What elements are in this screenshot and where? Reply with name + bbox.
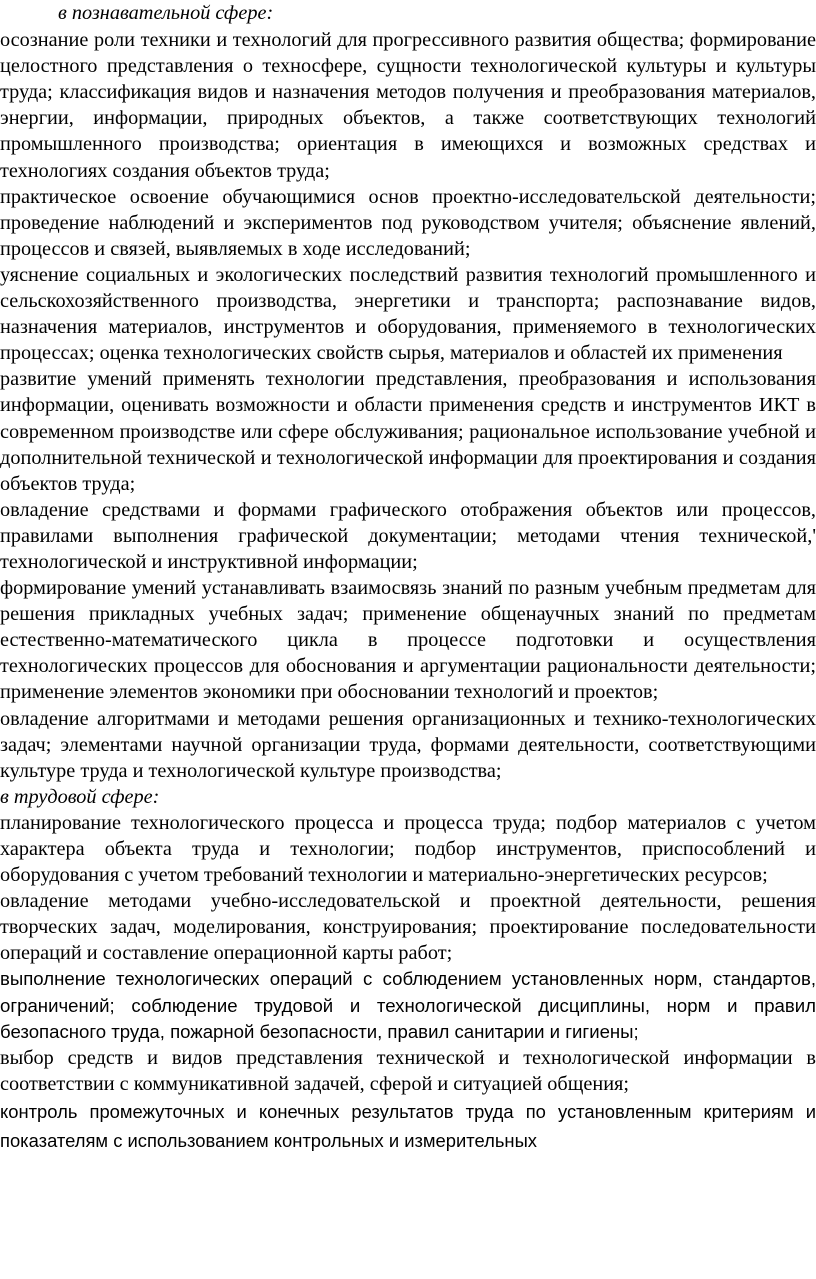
section-heading-cognitive: в познавательной сфере: bbox=[58, 2, 274, 24]
paragraph: практическое освоение обучающимися основ проектно-исследовательской деятельности; проведение наблюдений и экспериментов под руководством учителя; объяснение явлений, процессов и связей, выявляемых в ходе исследований; bbox=[0, 185, 816, 260]
paragraph: выбор средств и видов представления технической и технологической информации в соответствии с коммуникативной задачей, сферой и ситуацией общения; bbox=[0, 1046, 816, 1095]
paragraph: выполнение технологических операций с соблюдением установленных норм, стандартов, ограничений; соблюдение трудовой и технологической дисциплины, норм и правил безопасного труда, пожарной безопасности, правил санитарии и гигиены; bbox=[0, 968, 816, 1042]
paragraph: планирование технологического процесса и процесса труда; подбор материалов с учетом характера объекта труда и технологии; подбор инструментов, приспособлений и оборудования с учетом требований технологии и материально-энергетических ресурсов; bbox=[0, 811, 816, 887]
paragraph: овладение средствами и формами графического отображения объектов или процессов, правилами выполнения графической документации; методами чтения технической,' технологической и инструктивной информации; bbox=[0, 498, 816, 573]
paragraph: контроль промежуточных и конечных результатов труда по установленным критериям и показателям с использованием контрольных и измерительных bbox=[0, 1100, 816, 1151]
paragraph: осознание роли техники и технологий для прогрессивного развития общества; формирование целостного представления о техносфере, сущности технологической культуры и культуры труда; классификация видов и назначения методов получения и преобразования материалов, энергии, информации, природных объектов, а также соответствующих технологий промышленного производства; ориентация в имеющихся и возможных средствах и технологиях создания объектов труда; bbox=[0, 29, 816, 182]
paragraph: развитие умений применять технологии представления, преобразования и использования информации, оценивать возможности и области применения средств и инструментов ИКТ в современном производстве или сфере обслуживания; рациональное использование учебной и дополнительной технической и технологической информации для проектирования и создания объектов труда; bbox=[0, 368, 816, 495]
paragraph: овладение методами учебно-исследовательской и проектной деятельности, решения творческих задач, моделирования, конструирования; проектирование последовательности операций и составление операционной карты работ; bbox=[0, 890, 816, 965]
section-heading-labor: в трудовой сфере: bbox=[0, 785, 160, 808]
paragraph: овладение алгоритмами и методами решения организационных и технико-технологических задач; элементами научной организации труда, формами деятельности, соответствующими культуре труда и технологической культуре производства; bbox=[0, 707, 816, 782]
paragraph: формирование умений устанавливать взаимосвязь знаний по разным учебным предметам для решения прикладных учебных задач; применение общенаучных знаний по предметам естественно-математического цикла в процессе подготовки и осуществления технологических процессов для обоснования и аргументации рациональности деятельности; применение элементов экономики при обосновании технологий и проектов; bbox=[0, 577, 816, 704]
paragraph: уяснение социальных и экологических последствий развития технологий промышленного и сельскохозяйственного производства, энергетики и транспорта; распознавание видов, назначения материалов, инструментов и оборудования, применяемого в технологических процессах; оценка технологических свойств сырья, материалов и областей их применения bbox=[0, 263, 816, 365]
